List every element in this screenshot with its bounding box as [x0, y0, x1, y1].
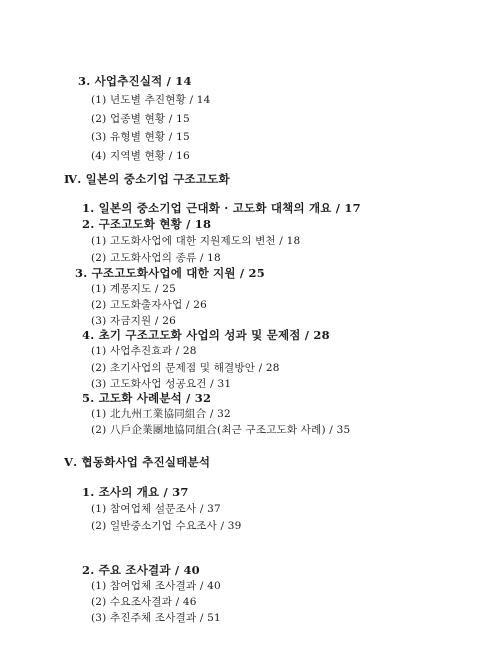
toc-subitem: (1) 참여업체 설문조사 / 37 — [91, 503, 221, 515]
toc-subitem: (4) 지역별 현황 / 16 — [91, 150, 190, 162]
toc-item: 3. 구조고도화사업에 대한 지원 / 25 — [75, 266, 265, 280]
toc-section-5: Ⅴ. 협동화사업 추진실태분석 — [64, 455, 211, 469]
toc-item: 4. 초기 구조고도화 사업의 성과 및 문제점 / 28 — [82, 328, 330, 342]
toc-subitem: (1) 사업추진효과 / 28 — [91, 345, 197, 357]
toc-subitem: (2) 고도화사업의 종류 / 18 — [91, 252, 221, 264]
toc-subitem: (3) 유형별 현황 / 15 — [91, 131, 190, 143]
toc-subitem: (1) 北九州工業協同組合 / 32 — [91, 408, 231, 420]
toc-subitem: (2) 수요조사결과 / 46 — [91, 596, 197, 608]
toc-section-4: Ⅳ. 일본의 중소기업 구조고도화 — [64, 172, 230, 186]
toc-item: 1. 일본의 중소기업 근대화 · 고도화 대책의 개요 / 17 — [82, 201, 361, 215]
toc-subitem: (2) 八戶企業團地協同組合(최근 구조고도화 사례) / 35 — [91, 424, 351, 436]
toc-subitem: (2) 고도화출자사업 / 26 — [91, 299, 207, 311]
toc-subitem: (3) 고도화사업 성공요건 / 31 — [91, 378, 232, 390]
toc-item: 2. 구조고도화 현황 / 18 — [82, 217, 212, 231]
toc-subitem: (3) 추진주체 조사결과 / 51 — [91, 612, 221, 624]
toc-subitem: (1) 년도별 추진현황 / 14 — [91, 94, 211, 106]
toc-item-3: 3. 사업추진실적 / 14 — [78, 74, 192, 88]
toc-item: 5. 고도화 사례분석 / 32 — [82, 391, 212, 405]
toc-subitem: (2) 초기사업의 문제점 및 해결방안 / 28 — [91, 362, 280, 374]
toc-subitem: (1) 계몽지도 / 25 — [91, 283, 176, 295]
toc-subitem: (3) 자금지원 / 26 — [91, 315, 176, 327]
toc-subitem: (1) 고도화사업에 대한 지원제도의 변천 / 18 — [91, 235, 301, 247]
toc-subitem: (2) 일반중소기업 수요조사 / 39 — [91, 520, 242, 532]
toc-subitem: (1) 참여업체 조사결과 / 40 — [91, 580, 221, 592]
toc-item: 1. 조사의 개요 / 37 — [82, 485, 189, 499]
toc-subitem: (2) 업종별 현황 / 15 — [91, 113, 190, 125]
toc-item: 2. 주요 조사결과 / 40 — [82, 563, 200, 577]
